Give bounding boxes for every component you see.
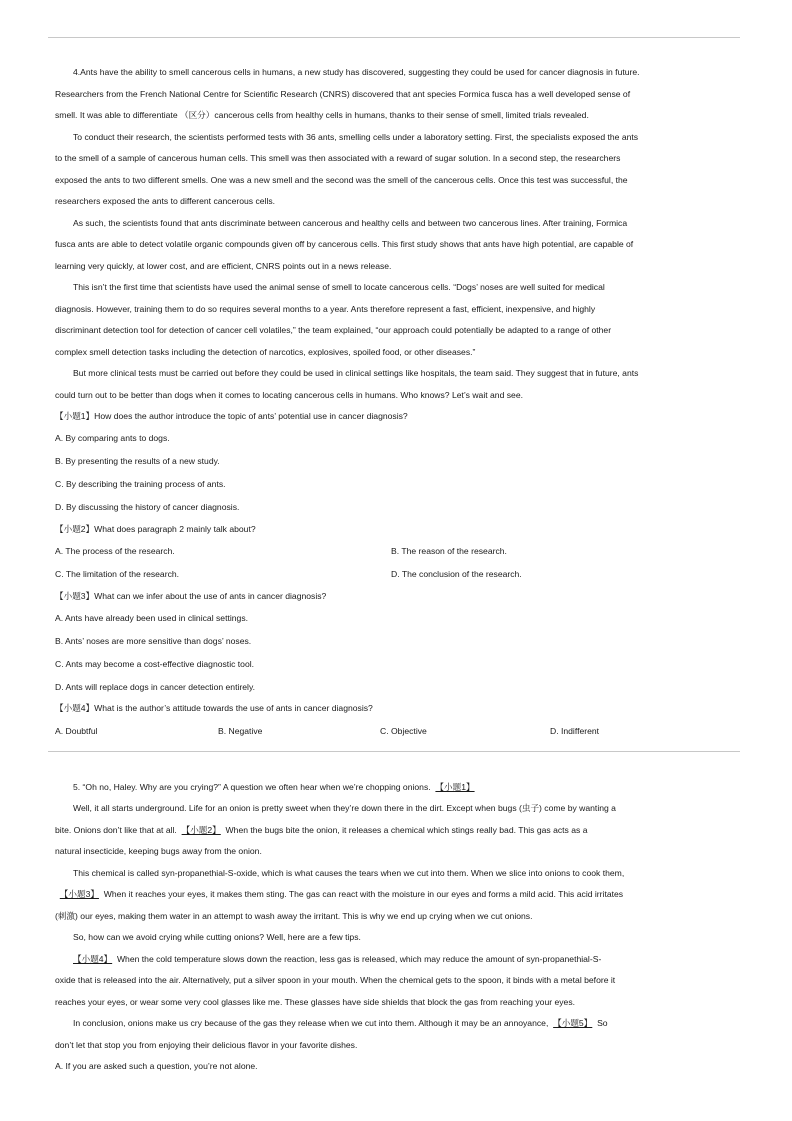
question-1-stem: 【小题1】How does the author introduce the topic of ants’ potential use in cancer diagnosis? bbox=[55, 411, 408, 421]
question-4-option-a[interactable]: A. Doubtful bbox=[55, 726, 98, 736]
passage5-line-9-post: When the cold temperature slows down the reaction, less gas is released, which may reduce the amount of syn-propanethial-S- bbox=[116, 954, 602, 964]
question-4-option-d[interactable]: D. Indifferent bbox=[550, 726, 600, 736]
passage4-line-3: smell. It was able to differentiate （区分）cancerous cells from healthy cells in humans, thanks to their sense of smell, limited trials revealed. bbox=[55, 110, 589, 120]
passage5-line-8: So, how can we avoid crying while cutting onions? Well, here are a few tips. bbox=[73, 932, 361, 942]
passage5-line-2: Well, it all starts underground. Life for an onion is pretty sweet when they’re down there in the dirt. Except when bugs (虫子) come by wanting a bbox=[73, 803, 616, 813]
question-1-option-a[interactable]: A. By comparing ants to dogs. bbox=[55, 433, 170, 443]
passage5-line-4: natural insecticide, keeping bugs away from the onion. bbox=[55, 846, 262, 856]
question-3-stem: 【小题3】What can we infer about the use of ants in cancer diagnosis? bbox=[55, 591, 327, 601]
passage5-line-5: This chemical is called syn-propanethial-S-oxide, which is what causes the tears when we cut into them. When we slice into onions to cook them, bbox=[73, 868, 625, 878]
question-1-option-d[interactable]: D. By discussing the history of cancer diagnosis. bbox=[55, 502, 240, 512]
passage5-line-9 bbox=[73, 953, 740, 965]
question-1-option-c[interactable]: C. By describing the training process of ants. bbox=[55, 479, 226, 489]
passage4-line-16: could turn out to be better than dogs when it comes to locating cancerous cells in humans. Who knows? Let’s wait and see. bbox=[55, 390, 523, 400]
question-4-option-b[interactable]: B. Negative bbox=[218, 726, 263, 736]
question-2-stem: 【小题2】What does paragraph 2 mainly talk about? bbox=[55, 524, 256, 534]
passage4-line-4: To conduct their research, the scientists performed tests with 36 ants, smelling cells under a laboratory setting. First, the specialists exposed the ants bbox=[73, 132, 639, 142]
passage4-line-14: complex smell detection tasks including the detection of narcotics, explosives, spoiled food, or other diseases.” bbox=[55, 347, 476, 357]
passage4-line-1: 4.Ants have the ability to smell cancerous cells in humans, a new study has discovered, suggesting they could be used for cancer diagnosis in future. bbox=[73, 67, 640, 77]
passage5-line-12-post: So bbox=[597, 1018, 608, 1028]
passage5-line-10: oxide that is released into the air. Alternatively, put a silver spoon in your mouth. When the chemical gets to the spoon, it binds with a metal before it bbox=[55, 975, 616, 985]
passage4-line-11: This isn’t the first time that scientists have used the animal sense of smell to locate cancerous cells. “Dogs’ noses are well suited for medical bbox=[73, 282, 605, 292]
question-4-stem: 【小题4】What is the author’s attitude towards the use of ants in cancer diagnosis? bbox=[55, 703, 373, 713]
blank-3[interactable]: 【小题3】 bbox=[59, 889, 99, 899]
passage4-line-5: to the smell of a sample of cancerous human cells. This smell was then associated with a reward of sugar solution. In a second step, the researchers bbox=[55, 153, 621, 163]
question-1-option-b[interactable]: B. By presenting the results of a new study. bbox=[55, 456, 220, 466]
passage5-line-6-post: When it reaches your eyes, it makes them sting. The gas can react with the moisture in our eyes and forms a mild acid. This acid irritates bbox=[103, 889, 624, 899]
section-divider bbox=[48, 751, 740, 752]
passage5-line-3-post: When the bugs bite the onion, it releases a chemical which stings really bad. This gas acts as a bbox=[225, 825, 588, 835]
passage4-line-12: diagnosis. However, training them to do so requires several months to a year. Ants therefore represent a fast, efficient, inexpensive, and highly bbox=[55, 304, 596, 314]
question-2-option-a[interactable]: A. The process of the research. bbox=[55, 546, 175, 556]
passage5-line-6 bbox=[55, 888, 740, 900]
blank-4[interactable]: 【小题4】 bbox=[73, 954, 113, 964]
question-3-option-b[interactable]: B. Ants’ noses are more sensitive than dogs’ noses. bbox=[55, 636, 252, 646]
passage4-line-8: As such, the scientists found that ants discriminate between cancerous and healthy cells and between two cancerous lines. After training, Formica bbox=[73, 218, 628, 228]
passage5-line-13: don’t let that stop you from enjoying their delicious flavor in your favorite dishes. bbox=[55, 1040, 358, 1050]
passage4-line-15: But more clinical tests must be carried out before they could be used in clinical settings like hospitals, the team said. They suggest that in future, ants bbox=[73, 368, 639, 378]
passage5-line-12 bbox=[73, 1017, 740, 1029]
question-3-option-d[interactable]: D. Ants will replace dogs in cancer detection entirely. bbox=[55, 682, 255, 692]
passage5-line-12-pre: In conclusion, onions make us cry because of the gas they release when we cut into them. Although it may be an annoyance, bbox=[73, 1018, 549, 1028]
passage4-line-2: Researchers from the French National Centre for Scientific Research (CNRS) discovered that ant species Formica fusca has a well developed sense of bbox=[55, 89, 631, 99]
question-3-option-c[interactable]: C. Ants may become a cost-effective diagnostic tool. bbox=[55, 659, 255, 669]
passage4-line-7: researchers exposed the ants to different cancerous cells. bbox=[55, 196, 276, 206]
passage5-line-7: (刺激) our eyes, making them water in an attempt to wash away the irritant. This is why we end up crying when we cut onions. bbox=[55, 911, 533, 921]
passage5-line-11: reaches your eyes, or wear some very cool glasses like me. These glasses have side shields that block the gas from reaching your eyes. bbox=[55, 997, 576, 1007]
passage5-line-3 bbox=[55, 824, 740, 836]
passage5-paragraph-1 bbox=[73, 781, 740, 793]
question-2-option-b[interactable]: B. The reason of the research. bbox=[391, 546, 507, 556]
question-2-option-c[interactable]: C. The limitation of the research. bbox=[55, 569, 180, 579]
blank-1[interactable]: 【小题1】 bbox=[435, 782, 475, 792]
passage5-p1-text: 5. “Oh no, Haley. Why are you crying?” A question we often hear when we’re chopping onions. bbox=[73, 782, 431, 792]
passage4-line-9: fusca ants are able to detect volatile organic compounds given off by cancerous cells. This first study shows that ants have high potential, are capable of bbox=[55, 239, 634, 249]
top-divider bbox=[48, 37, 740, 38]
passage4-line-10: learning very quickly, at lower cost, and are efficient, CNRS points out in a news release. bbox=[55, 261, 392, 271]
question-4-option-c[interactable]: C. Objective bbox=[380, 726, 427, 736]
passage4-line-6: exposed the ants to two different smells. One was a new smell and the second was the smell of the cancerous cells. Once this test was successful, the bbox=[55, 175, 628, 185]
question-3-option-a[interactable]: A. Ants have already been used in clinical settings. bbox=[55, 613, 248, 623]
passage5-line-3-pre: bite. Onions don’t like that at all. bbox=[55, 825, 177, 835]
passage5-option-a[interactable]: A. If you are asked such a question, you’re not alone. bbox=[55, 1061, 258, 1071]
question-2-option-d[interactable]: D. The conclusion of the research. bbox=[391, 569, 522, 579]
passage4-line-13: discriminant detection tool for detection of cancer cell volatiles,” the team explained, “our approach could potentially be adapted to a range of other bbox=[55, 325, 612, 335]
blank-5[interactable]: 【小题5】 bbox=[553, 1018, 593, 1028]
blank-2[interactable]: 【小题2】 bbox=[181, 825, 221, 835]
